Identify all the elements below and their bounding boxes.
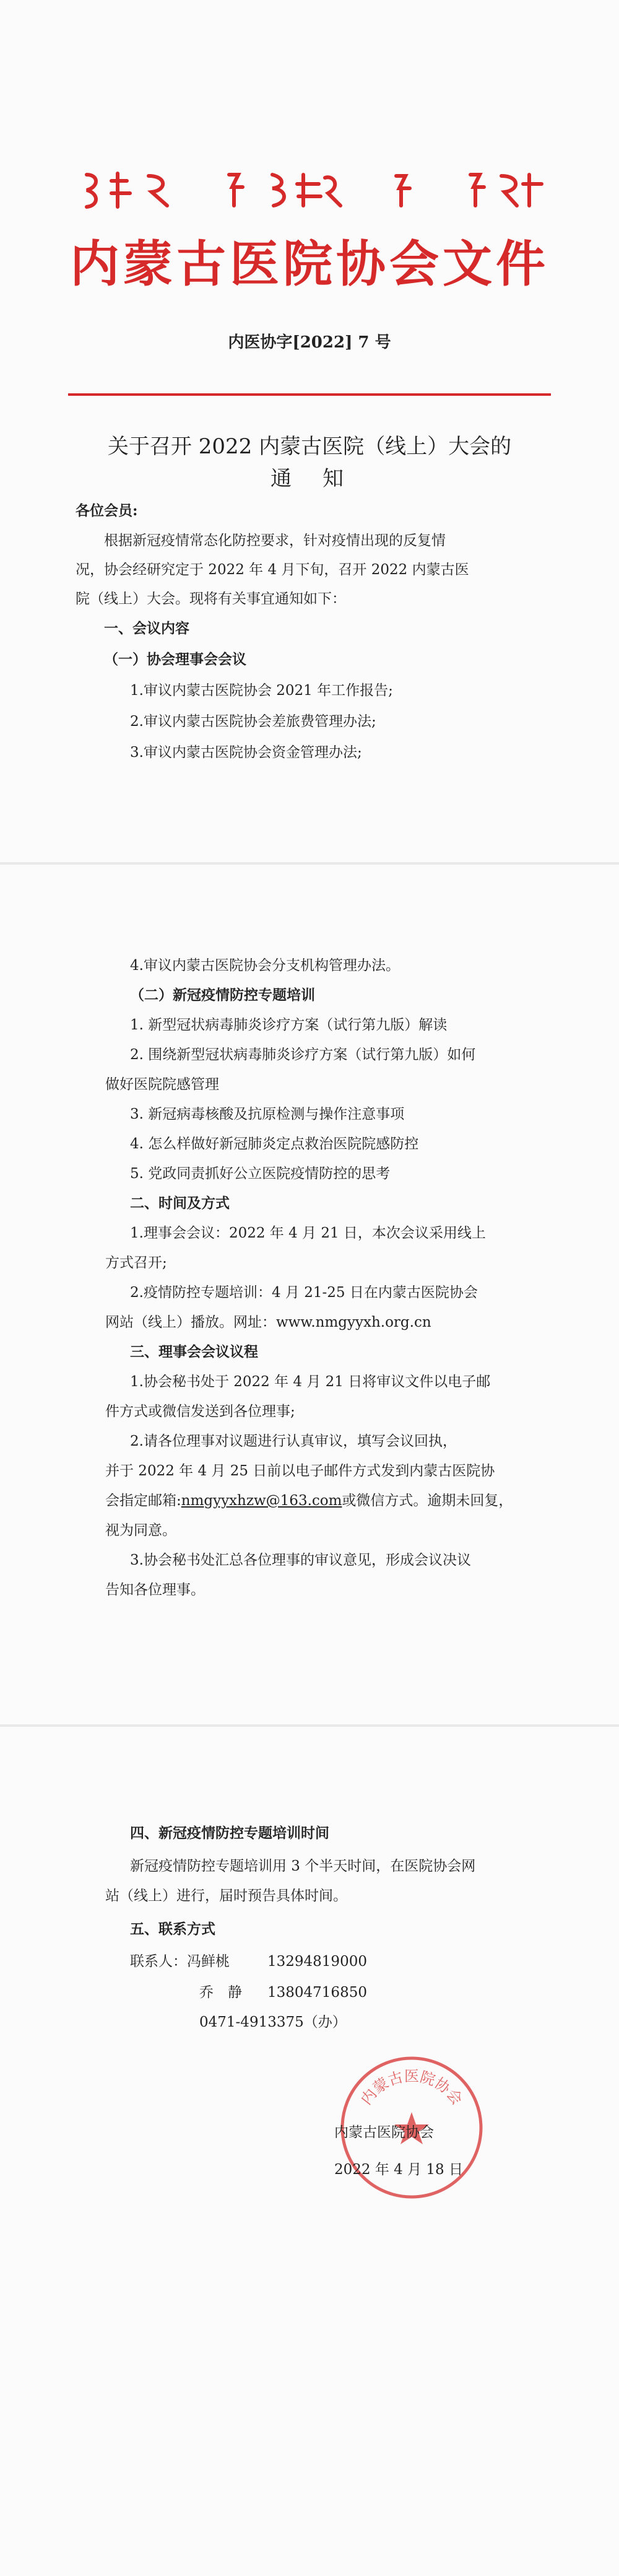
section-1-heading: 一、会议内容	[104, 620, 189, 637]
section-1a-item-4: 4.审议内蒙古医院协会分支机构管理办法。	[130, 958, 400, 974]
document-page-2	[0, 865, 619, 1724]
section-2-item-1: 1.理事会会议：2022 年 4 月 21 日，本次会议采用线上	[130, 1225, 486, 1241]
section-1b-item-5: 5. 党政同责抓好公立医院疫情防控的思考	[130, 1166, 391, 1182]
section-2-item-2-cont: 网站（线上）播放。网址：www.nmgyyxh.org.cn	[105, 1314, 431, 1330]
section-3-item-2-end: 视为同意。	[105, 1522, 176, 1539]
section-1b-heading: （二）新冠疫情防控专题培训	[130, 987, 315, 1003]
section-3-item-2: 2.请各位理事对议题进行认真审议，填写会议回执，	[130, 1433, 457, 1449]
section-1b-item-3: 3. 新冠病毒核酸及抗原检测与操作注意事项	[130, 1106, 405, 1122]
document-number: 内医协字[2022] 7 号	[228, 333, 391, 352]
red-divider-line	[68, 393, 551, 396]
section-4-item-1: 新冠疫情防控专题培训用 3 个半天时间，在医院协会网	[130, 1858, 476, 1874]
mongolian-script-header	[74, 168, 545, 212]
section-1a-heading: （一）协会理事会会议	[104, 651, 246, 668]
section-1a-item-1: 1.审议内蒙古医院协会 2021 年工作报告;	[130, 683, 393, 699]
notice-title	[0, 430, 619, 495]
section-1b-item-4: 4. 怎么样做好新冠肺炎定点救治医院院感防控	[130, 1136, 419, 1152]
section-1a-item-2: 2.审议内蒙古医院协会差旅费管理办法;	[130, 714, 376, 730]
section-4-heading: 四、新冠疫情防控专题培训时间	[130, 1825, 329, 1841]
section-1b-item-2: 2. 围绕新型冠状病毒肺炎诊疗方案（试行第九版）如何	[130, 1047, 476, 1063]
document-page-3	[0, 1727, 619, 2576]
section-4-item-1-cont: 站（线上）进行，届时预告具体时间。	[105, 1888, 347, 1904]
office-phone: 0471-4913375（办）	[199, 2014, 347, 2030]
contact-2-name: 乔 静	[199, 1984, 242, 2001]
section-3-item-2-cont: 并于 2022 年 4 月 25 日前以电子邮件方式发到内蒙古医院协	[105, 1463, 495, 1479]
contact-1-name: 冯鲜桃	[187, 1954, 230, 1970]
section-3-item-3: 3.协会秘书处汇总各位理事的审议意见，形成会议决议	[130, 1552, 471, 1568]
notice-title-line-2: 通 知	[271, 466, 348, 491]
signature-org: 内蒙古医院协会	[334, 2124, 434, 2141]
section-3-item-1-cont: 件方式或微信发送到各位理事;	[105, 1404, 295, 1420]
section-3-item-3-cont: 告知各位理事。	[105, 1582, 205, 1598]
seal-text: 内蒙古医院协会	[357, 2067, 466, 2108]
section-1b-item-2-cont: 做好医院院感管理	[105, 1076, 219, 1093]
contact-row-1	[130, 1952, 230, 1971]
section-2-heading: 二、时间及方式	[130, 1195, 230, 1212]
section-3-item-1: 1.协会秘书处于 2022 年 4 月 21 日将审议文件以电子邮	[130, 1374, 491, 1390]
organization-title: 内蒙古医院协会文件	[70, 235, 549, 293]
document-page-1	[0, 0, 619, 862]
email-prefix-text: 会指定邮箱:	[105, 1493, 181, 1509]
intro-line-3: 院（线上）大会。现将有关事宜通知如下：	[76, 591, 346, 607]
notice-title-line-1: 关于召开 2022 内蒙古医院（线上）大会的	[107, 434, 512, 459]
section-3-email-line	[105, 1491, 513, 1510]
section-5-heading: 五、联系方式	[130, 1921, 215, 1937]
contact-1-phone: 13294819000	[267, 1954, 367, 1970]
section-2-item-1-cont: 方式召开;	[105, 1255, 167, 1271]
intro-line-2: 况，协会经研究定于 2022 年 4 月下旬，召开 2022 内蒙古医	[76, 562, 469, 578]
contact-label: 联系人：	[130, 1954, 187, 1970]
signature-date: 2022 年 4 月 18 日	[334, 2162, 463, 2178]
intro-line-1: 根据新冠疫情常态化防控要求，针对疫情出现的反复情	[104, 533, 446, 549]
section-3-heading: 三、理事会会议议程	[130, 1343, 258, 1360]
salutation: 各位会员:	[76, 502, 138, 519]
section-1a-item-3: 3.审议内蒙古医院协会资金管理办法;	[130, 744, 362, 761]
email-link[interactable]: nmgyyxhzw@163.com	[181, 1493, 342, 1509]
contact-2-phone: 13804716850	[267, 1984, 367, 2001]
section-2-item-2: 2.疫情防控专题培训：4 月 21-25 日在内蒙古医院协会	[130, 1285, 478, 1301]
email-suffix-text: 或微信方式。逾期未回复，	[342, 1493, 513, 1509]
section-1b-item-1: 1. 新型冠状病毒肺炎诊疗方案（试行第九版）解读	[130, 1017, 448, 1033]
